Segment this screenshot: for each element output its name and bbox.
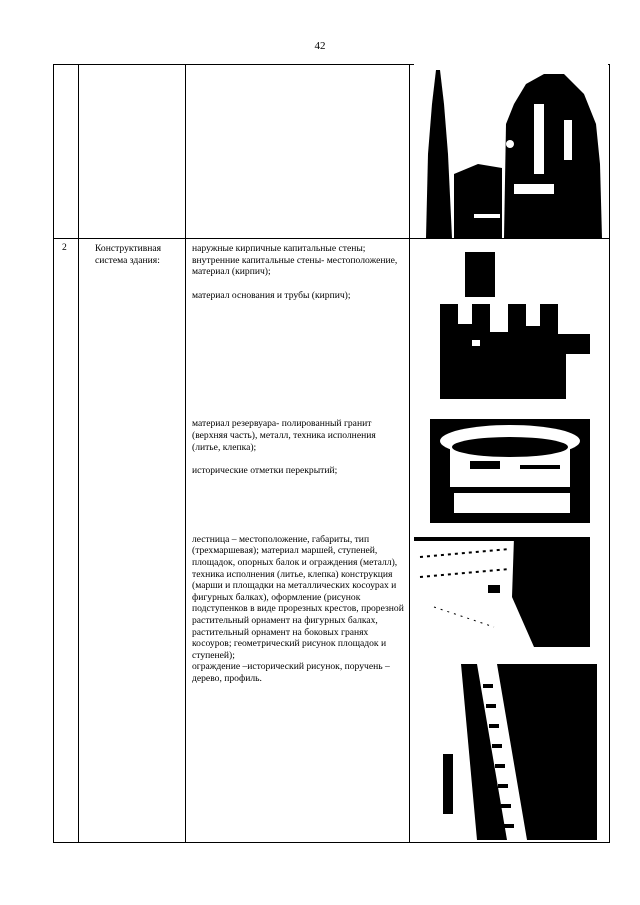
description-paragraph: лестница – местоположение, габариты, тип (трехмаршевая); материал маршей, ступеней, площадок, опорных балок и ограждения (металл), техника исполнения (литье, клепка) конструкция (марши и площадки на металлических косоурах и фигурных балках), оформление (рисунок подступенков в виде прорезных крестов, прорезной растительный орнамент на фигурных балках, растительный орнамент на боковых гранях косоуров; геометрический рисунок площадок и ступеней);	[192, 533, 404, 661]
row-description-cell	[186, 65, 410, 239]
row-name-cell: Конструктивная система здания:	[79, 239, 186, 843]
row-number-cell	[54, 65, 79, 239]
photo-brick-wall	[440, 244, 590, 399]
photo-granite-reservoir	[430, 413, 590, 523]
description-paragraph: материал основания и трубы (кирпич);	[192, 289, 351, 301]
description-paragraph: исторические отметки перекрытий;	[192, 465, 338, 477]
photo-chimney-exterior	[414, 64, 608, 238]
row-description-cell	[186, 239, 410, 843]
photo-staircase	[414, 537, 590, 647]
description-paragraph: внутренние капитальные стены- местоположение, материал (кирпич);	[192, 254, 398, 278]
row-number-cell: 2	[54, 239, 79, 843]
page-number: 42	[314, 40, 326, 52]
description-paragraph: ограждение –исторический рисунок, поручень – дерево, профиль.	[192, 661, 390, 684]
photo-railing-detail	[437, 664, 597, 840]
description-paragraph: материал резервуара- полированный гранит (верхняя часть), металл, техника исполнения (литье, клепка);	[192, 418, 376, 453]
row-name-cell	[79, 65, 186, 239]
description-paragraph: наружные кирпичные капитальные стены;	[192, 243, 366, 254]
